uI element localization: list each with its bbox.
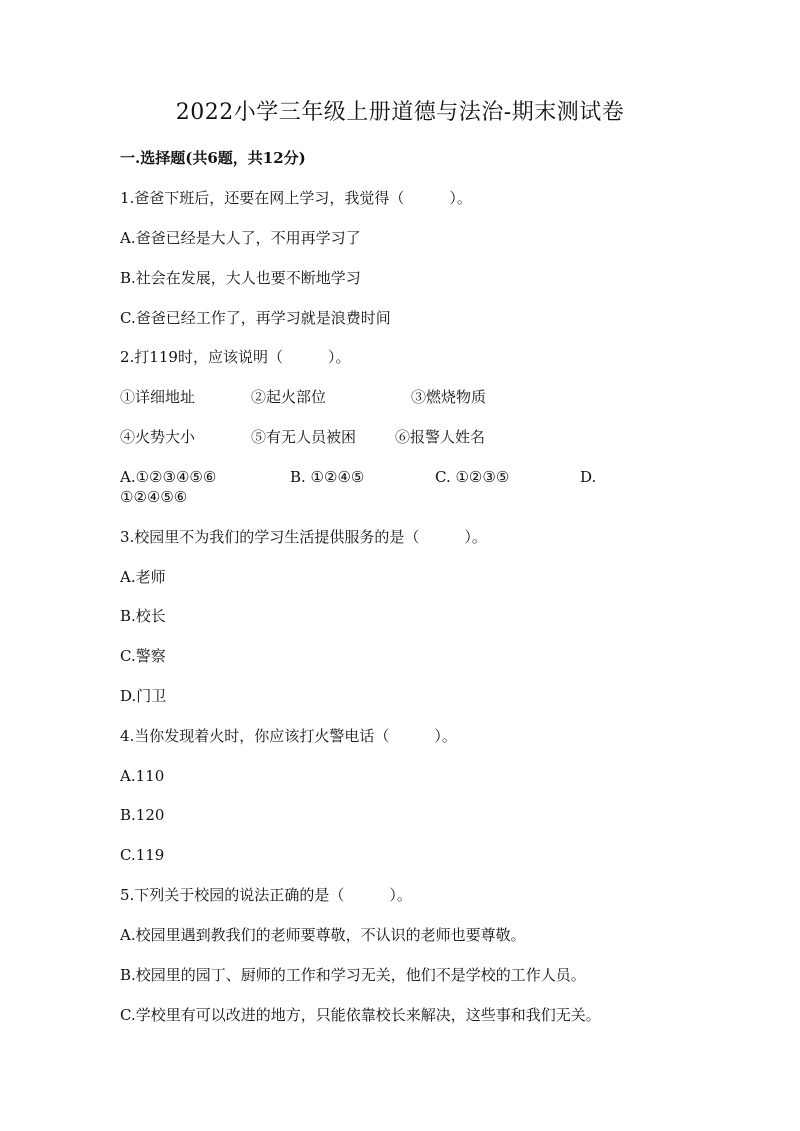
- section-heading: 一.选择题(共6题，共12分): [120, 149, 306, 167]
- question-3-option-d: D.门卫: [120, 687, 167, 705]
- question-4-stem: 4.当你发现着火时，你应该打火警电话（ ）。: [120, 727, 457, 745]
- question-4-option-b: B.120: [120, 806, 165, 824]
- question-4-option-a: A.110: [120, 767, 165, 785]
- question-2-item-4: ④火势大小: [120, 428, 196, 446]
- question-3-option-c: C.警察: [120, 647, 166, 665]
- question-2-item-6: ⑥报警人姓名: [395, 428, 486, 446]
- question-2-choice-c: C. ①②③⑤: [435, 468, 510, 486]
- question-1-option-c: C.爸爸已经工作了，再学习就是浪费时间: [120, 309, 391, 327]
- question-5-option-b: B.校园里的园丁、厨师的工作和学习无关，他们不是学校的工作人员。: [120, 966, 586, 984]
- question-5-option-a: A.校园里遇到教我们的老师要尊敬，不认识的老师也要尊敬。: [120, 926, 526, 944]
- question-2-item-2: ②起火部位: [251, 388, 327, 406]
- question-2-item-1: ①详细地址: [120, 388, 196, 406]
- question-3-option-a: A.老师: [120, 568, 166, 586]
- question-3-option-b: B.校长: [120, 607, 166, 625]
- question-2-choice-a: A.①②③④⑤⑥: [120, 468, 217, 486]
- question-3-stem: 3.校园里不为我们的学习生活提供服务的是（ ）。: [120, 528, 487, 546]
- question-1-option-b: B.社会在发展，大人也要不断地学习: [120, 269, 361, 287]
- question-2-item-3: ③燃烧物质: [411, 388, 487, 406]
- question-5-option-c: C.学校里有可以改进的地方，只能依靠校长来解决，这些事和我们无关。: [120, 1006, 601, 1024]
- question-5-stem: 5.下列关于校园的说法正确的是（ ）。: [120, 886, 412, 904]
- question-2-choice-d: D.: [580, 468, 597, 486]
- question-1-stem: 1.爸爸下班后，还要在网上学习，我觉得（ ）。: [120, 189, 472, 207]
- exam-title: 2022小学三年级上册道德与法治-期末测试卷: [175, 100, 625, 125]
- question-2-stem: 2.打119时，应该说明（ ）。: [120, 348, 351, 366]
- question-2-choice-b: B. ①②④⑤: [290, 468, 365, 486]
- question-2-item-5: ⑤有无人员被困: [251, 428, 357, 446]
- question-2-choice-d-wrap: ①②④⑤⑥: [120, 488, 188, 506]
- question-4-option-c: C.119: [120, 846, 165, 864]
- question-1-option-a: A.爸爸已经是大人了，不用再学习了: [120, 229, 361, 247]
